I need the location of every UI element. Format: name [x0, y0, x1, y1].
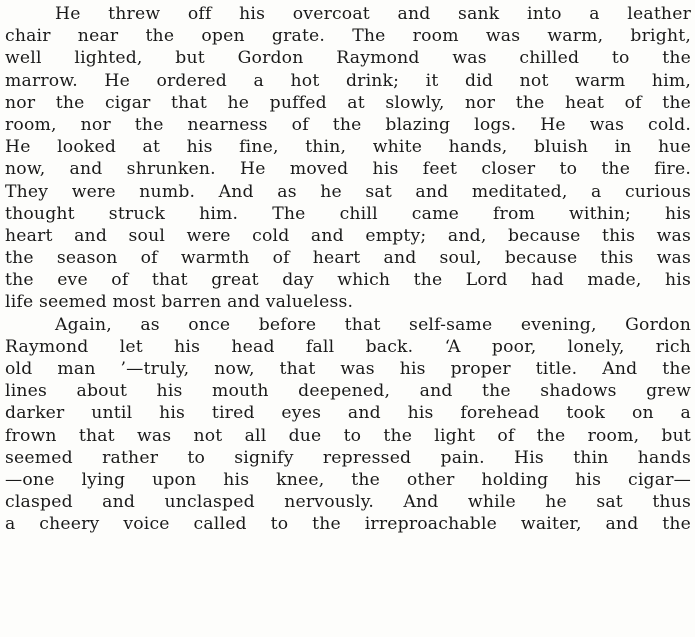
text-line: room, nor the nearness of the blazing logs. He was cold.	[5, 114, 691, 135]
text-line: nor the cigar that he puffed at slowly, nor the heat of the	[5, 92, 691, 113]
text-line: He threw off his overcoat and sank into a leather	[55, 4, 691, 24]
text-line: the eve of that great day which the Lord had made, his	[5, 270, 691, 291]
text-line: He looked at his fine, thin, white hands, bluish in hue	[5, 137, 691, 158]
text-line: Raymond let his head fall back. ‘A poor, lonely, rich	[5, 336, 691, 357]
text-line: life seemed most barren and valueless.	[5, 292, 354, 313]
text-line: thought struck him. The chill came from within; his	[5, 203, 691, 224]
text-line: They were numb. And as he sat and meditated, a curious	[5, 181, 691, 202]
paragraph-2	[5, 314, 691, 536]
text-line: chair near the open grate. The room was warm, bright,	[5, 26, 691, 47]
text-line: the season of warmth of heart and soul, because this was	[5, 248, 691, 269]
text-line: frown that was not all due to the light of the room, but	[5, 425, 691, 446]
text-line: —one lying upon his knee, the other holding his cigar—	[5, 469, 691, 490]
text-line: lines about his mouth deepened, and the shadows grew	[5, 381, 691, 402]
text-line: clasped and unclasped nervously. And while he sat thus	[5, 492, 691, 513]
text-line: old man ’—truly, now, that was his proper title. And the	[5, 359, 691, 379]
text-line: darker until his tired eyes and his forehead took on a	[5, 403, 691, 424]
text-line: well lighted, but Gordon Raymond was chilled to the	[5, 48, 691, 69]
text-line: marrow. He ordered a hot drink; it did not warm him,	[5, 70, 691, 91]
text-line: a cheery voice called to the irreproachable waiter, and the	[5, 514, 691, 535]
text-line: Again, as once before that self-same evening, Gordon	[55, 314, 691, 335]
text-line: now, and shrunken. He moved his feet closer to the fire.	[5, 159, 691, 180]
text-line: seemed rather to signify repressed pain. His thin hands	[5, 447, 691, 468]
text-line: heart and soul were cold and empty; and, because this was	[5, 225, 691, 246]
paragraph-1	[5, 3, 691, 314]
article-column	[5, 3, 691, 536]
